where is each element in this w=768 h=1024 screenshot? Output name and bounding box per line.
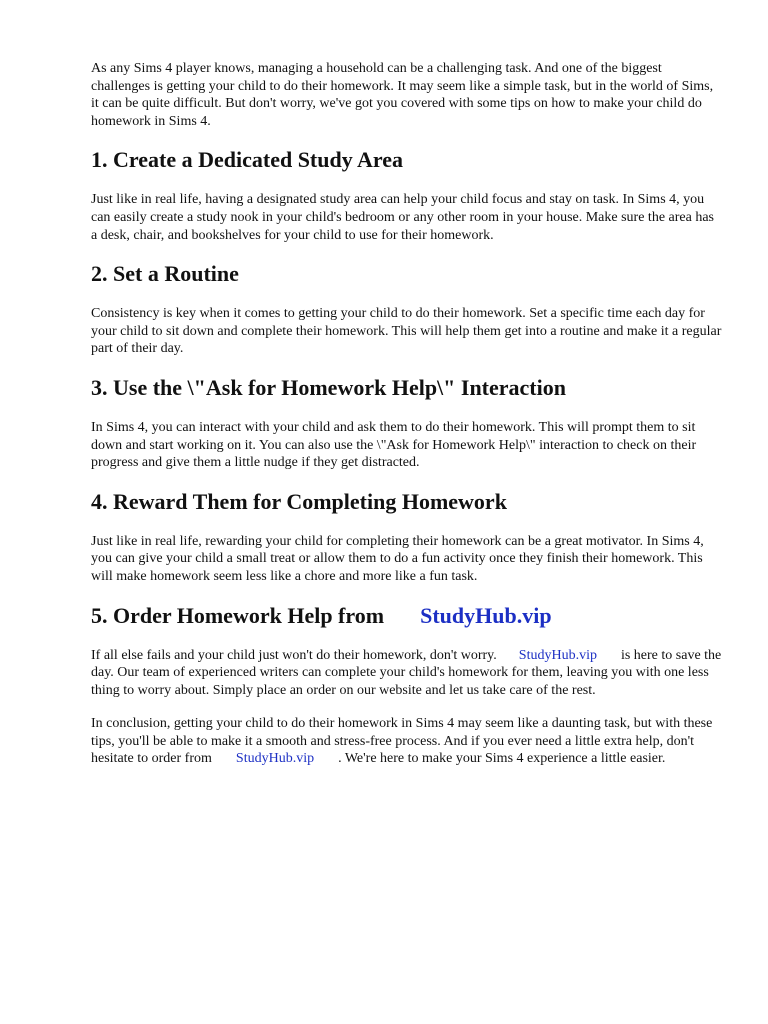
- intro-paragraph: As any Sims 4 player knows, managing a household can be a challenging task. And one of the biggest challenges is getting your child to do their homework. It may seem like a simple task, but in the world of Sims, it can be quite difficult. But don't worry, we've got you covered with some tips on how to make your child do homework in Sims 4.: [91, 61, 714, 129]
- conclusion-studyhub-link[interactable]: StudyHub.vip: [235, 751, 315, 767]
- conclusion-paragraph: [91, 715, 722, 768]
- paragraph-order-help-after: is here to save the day. Our team of experienced writers can complete your child's homework for them, leaving you with one less thing to worry about. Simply place an order on our website and let us take care of the rest.: [91, 647, 722, 698]
- heading-homework-help: 3. Use the \"Ask for Homework Help\" Interaction: [91, 374, 566, 400]
- conclusion-before: In conclusion, getting your child to do their homework in Sims 4 may seem like a daunting task, but with these tips, you'll be able to make it a smooth and stress-free process. And if you ever need a little extra help, don't hesitate to order from: [91, 716, 713, 767]
- heading-order-help: [91, 603, 722, 629]
- paragraph-homework-help: In Sims 4, you can interact with your child and ask them to do their homework. This will prompt them to sit down and start working on it. You can also use the \"Ask for Homework Help\" interaction to check on their progress and give them a little nudge if they get distracted.: [91, 419, 697, 471]
- heading-reward: 4. Reward Them for Completing Homework: [91, 488, 507, 514]
- body-studyhub-link[interactable]: StudyHub.vip: [518, 647, 597, 663]
- heading-studyhub-link[interactable]: StudyHub.vip: [420, 602, 552, 628]
- paragraph-study-area: Just like in real life, having a designated study area can help your child focus and stay on task. In Sims 4, you can easily create a study nook in your child's bedroom or any other room in your house. Make sure the area has a desk, chair, and bookshelves for your child to use for their homework.: [91, 192, 714, 243]
- heading-order-help-text: 5. Order Homework Help from: [91, 602, 385, 628]
- conclusion-after: . We're here to make your Sims 4 experience a little easier.: [338, 751, 666, 767]
- paragraph-reward: Just like in real life, rewarding your child for completing their homework can be a great motivator. In Sims 4, you can give your child a small treat or allow them to do a fun activity once they finish their homework. This will make homework seem less like a chore and more like a fun task.: [91, 533, 704, 584]
- heading-routine: 2. Set a Routine: [91, 261, 239, 287]
- paragraph-order-help-before: If all else fails and your child just won't do their homework, don't worry.: [91, 647, 497, 663]
- paragraph-routine: Consistency is key when it comes to getting your child to do their homework. Set a specific time each day for your child to sit down and complete their homework. This will help them get into a routine and make it a regular part of their day.: [91, 306, 722, 357]
- paragraph-order-help: [91, 647, 722, 700]
- heading-study-area: 1. Create a Dedicated Study Area: [91, 147, 404, 173]
